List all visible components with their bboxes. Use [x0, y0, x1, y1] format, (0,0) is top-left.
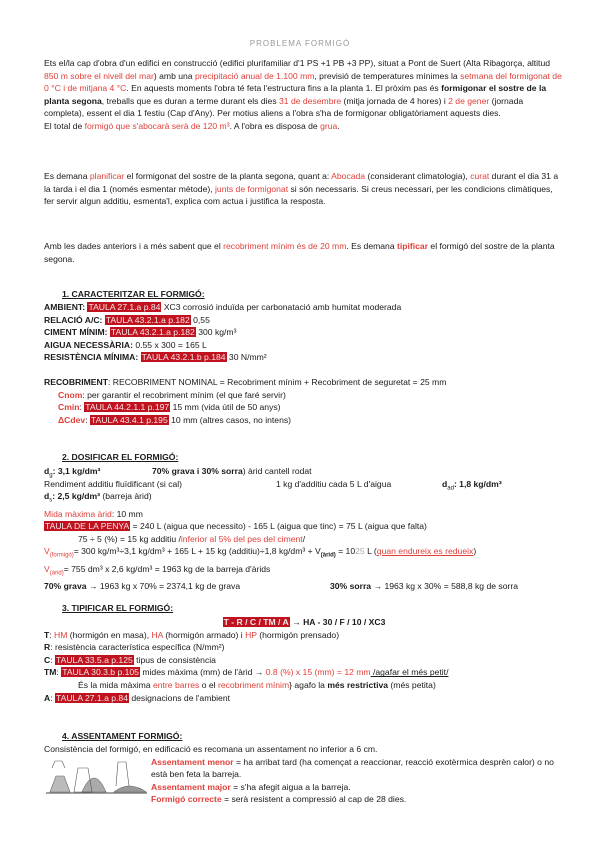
- intro-paragraph-2: [44, 170, 564, 208]
- rec-label: RECOBRIMENT: [44, 376, 108, 387]
- ambient-line: [44, 301, 564, 314]
- p2-run: curat: [470, 171, 490, 181]
- aigua-text: 0.55 x 300 = 165 L: [132, 339, 207, 350]
- additiu-note: inferior al 5% del pes del ciment: [180, 533, 303, 544]
- formula-tag: T - R / C / TM / A: [223, 617, 289, 627]
- rec-text: : RECOBRIMENT NOMINAL = Recobriment mínim + Recobriment de seguretat = 25 mm: [107, 376, 447, 387]
- c-text: tipus de consistència: [133, 654, 216, 665]
- slump-test-illustration: [44, 756, 149, 794]
- dad-sub: ad: [447, 485, 454, 492]
- section-4-body: [44, 743, 564, 814]
- r-line: [44, 641, 564, 654]
- va-sub: (àrid): [49, 570, 64, 577]
- p2-run: el formigonat del sostre de la planta segona, quant a:: [124, 171, 332, 181]
- vf-eq: = 10: [335, 546, 356, 557]
- additiu-calc: 75 ÷ 5 (%) = 15 kg additiu /: [78, 533, 181, 544]
- sorra-calc: → 1963 kg x 30% = 588,8 kg de sorra: [371, 580, 518, 591]
- ac-label: RELACIÓ A/C:: [44, 314, 103, 325]
- recobriment-line: [44, 376, 564, 389]
- t-hm: HM: [54, 629, 68, 640]
- major-line: [151, 781, 564, 794]
- dad-value: : 1,8 kg/dm³: [453, 478, 502, 489]
- tm-ref: TAULA 30.3.b p.105: [62, 667, 139, 678]
- section-4-heading: 4. ASSENTAMENT FORMIGÓ:: [62, 731, 183, 741]
- formula-line: [44, 616, 564, 629]
- aigua-label: AIGUA NECESSÀRIA:: [44, 339, 133, 350]
- ds-rest: (barreja àrid): [100, 491, 152, 502]
- vf-l: L (: [364, 546, 377, 557]
- t-sep: :: [49, 629, 55, 640]
- p1b-run: .: [337, 120, 340, 131]
- ds-value: : 2,5 kg/dm³: [52, 491, 101, 502]
- section-3-body: [44, 616, 564, 704]
- tm2-b: o el: [199, 679, 218, 690]
- ciment-text: 300 kg/m³: [195, 327, 237, 338]
- p2-run: planificar: [89, 171, 125, 181]
- penya-ref: TAULA DE LA PENYA: [45, 521, 130, 532]
- p3-run: tipificar: [397, 241, 429, 251]
- c-line: C: TAULA 33.5.a p.125 tipus de consistència: [44, 654, 216, 665]
- p3-run: recobriment mínim és de 20 mm: [223, 241, 347, 251]
- assentament-definitions: [151, 756, 564, 806]
- p3-run: Amb les dades anteriors i a més sabent que el: [44, 241, 224, 251]
- tm-calc: 0.8 (%) x 15 (mm) = 12 mm: [265, 667, 371, 678]
- tm2-r2: recobriment mínim: [217, 679, 290, 690]
- penya-line: [44, 520, 564, 533]
- t-label: T: [44, 629, 50, 640]
- aigua-line: [44, 339, 564, 352]
- p1-run: 2 de gener: [448, 95, 490, 106]
- tm2-line: [44, 679, 564, 692]
- section-3-heading: 3. TIPIFICAR EL FORMIGÓ:: [62, 603, 174, 613]
- tm2-c: } agafo la: [289, 679, 328, 690]
- formula-result: → HA - 30 / F / 10 / XC3: [289, 617, 386, 627]
- t-ha-desc: (hormigón armado) i: [162, 629, 246, 640]
- r-label: R: [44, 642, 51, 653]
- cdev-ref: TAULA 43.4.1 p.195: [90, 414, 168, 425]
- dg-sub: g: [49, 472, 53, 479]
- p2-run: (considerant climatologia),: [365, 171, 471, 181]
- ciment-ref: TAULA 43.2.1.a p.182: [110, 327, 195, 338]
- additiu-calc-line: [44, 533, 564, 546]
- menor-label: Assentament menor: [151, 756, 234, 767]
- grava-sorra-row: [44, 580, 564, 593]
- dg-row: [44, 465, 564, 478]
- vf-grey: 25: [355, 546, 365, 557]
- t-hp: HP: [245, 629, 257, 640]
- p1-run: , previsió de temperatures mínimes la: [314, 70, 461, 81]
- intro-text-1b: [44, 120, 564, 133]
- mida-text: : 10 mm: [111, 508, 143, 519]
- ds-sub: s: [49, 497, 53, 504]
- ambient-text: XC3 corrosió induïda per carbonatació amb humitat moderada: [161, 302, 402, 312]
- vf-note: quan endureix es redueix: [376, 546, 474, 557]
- vformigo-line: [44, 545, 564, 562]
- mida-line: [44, 508, 564, 521]
- dg-label: d: [44, 466, 50, 476]
- c-label: C: [44, 654, 51, 665]
- tm2-a: És la mida màxima: [78, 679, 153, 690]
- t-line: [44, 629, 564, 642]
- correcte-text: = serà resistent a compressió al cap de 28 dies.: [221, 794, 407, 805]
- additiu-end: /: [302, 533, 306, 544]
- additiu-row: [44, 478, 564, 491]
- assentament-intro: Consistència del formigó, en edificació es recomana un assentament no inferior a 6 cm.: [44, 744, 378, 754]
- cmin-label: Cmin: [58, 402, 80, 413]
- p1-run: (mitja jornada de 4 hores) i: [341, 95, 449, 106]
- cnom-label: Cnom: [58, 389, 83, 400]
- intro-text-3: [44, 240, 564, 265]
- p1b-run: grua: [320, 120, 338, 131]
- p1-run: ) amb una: [153, 70, 195, 81]
- section-2-heading: 2. DOSIFICAR EL FORMIGÓ:: [62, 452, 179, 462]
- t-hm-desc: (hormigón en masa),: [67, 629, 152, 640]
- p2-run: Abocada: [331, 171, 366, 181]
- tm-line: TM: TAULA 30.3.b p.105 mides màxima (mm) de l'àrid → 0.8 (%) x 15 (mm) = 12 mm /agafar el més petit/: [44, 667, 449, 678]
- p1-run: formigonar el sostre de la planta segona: [44, 83, 547, 106]
- intro-paragraph-1: [44, 57, 564, 133]
- section-1-body: [44, 301, 564, 426]
- cmin-line: Cmin: TAULA 44.2.1.1 p.197 15 mm (vida útil de 50 anys): [58, 402, 281, 413]
- res-ref: TAULA 43.2.1.b p.184: [141, 352, 226, 363]
- c-ref: TAULA 33.5.a p.125: [56, 654, 133, 665]
- a-label: A: [44, 692, 51, 703]
- grava-calc-label: 70% grava: [44, 580, 87, 591]
- p1b-run: formigó que s'abocarà serà de 120 m³: [84, 120, 230, 131]
- t-hp-desc: (hormigón prensado): [256, 629, 340, 640]
- cdev-line: ΔCdev: TAULA 43.4.1 p.195 10 mm (altres casos, no intens): [58, 414, 292, 425]
- ciment-line: [44, 326, 564, 339]
- tm-end: /agafar el més petit/: [370, 667, 449, 678]
- p1-run: Ets el/la cap d'obra d'un edifici en construcció (edifici plurifamiliar d'1 PS +1 PB +3 PP), situat a Pont de Suert (Alta Ribagorça, altitud: [44, 58, 551, 68]
- penya-text: = 240 L (aigua que necessito) - 165 L (aigua que tinc) = 75 L (aigua que falta): [130, 521, 427, 532]
- intro-paragraph-3: [44, 240, 564, 265]
- additiu-text: Rendiment additiu fluïdificant (si cal): [44, 478, 183, 489]
- ciment-label: CIMENT MÍNIM:: [44, 327, 108, 338]
- vf-text: = 300 kg/m³÷3,1 kg/dm³ + 165 L + 15 kg (additiu)÷1,8 kg/dm³ + V: [73, 546, 321, 557]
- p1-run: 31 de desembre: [279, 95, 342, 106]
- p1-run: setmana del formigonat de 0 °C i de mitjana 4 °C: [44, 70, 562, 94]
- mida-label: Mida màxima àrid: [44, 508, 112, 519]
- p1-run: precipitació anual de 1.100 mm: [194, 70, 315, 81]
- p2-run: durant el dia 31 a la tarda i el dia 1 (només esmentar mètode),: [44, 171, 559, 194]
- tm2-d: (més petita): [388, 679, 436, 690]
- res-label: RESISTÈNCIA MÍNIMA:: [44, 352, 139, 363]
- correcte-line: [151, 793, 564, 806]
- ds-label: d: [44, 491, 50, 502]
- dad-label: d: [442, 478, 448, 489]
- a-ref: TAULA 27.1.a p.84: [56, 692, 128, 703]
- vf-close: ): [473, 546, 477, 557]
- vf-sub: (formigó): [49, 553, 74, 559]
- grava-rest: ) àrid cantell rodat: [242, 466, 312, 476]
- vf-label: V: [44, 546, 50, 557]
- tm-text: mides màxima (mm) de l'àrid →: [139, 667, 266, 678]
- p2-run: Es demana: [44, 171, 90, 181]
- section-1-heading: 1. CARACTERITZAR EL FORMIGÓ:: [62, 289, 205, 299]
- intro-text-1: [44, 57, 564, 120]
- r-text: : resistència característica específica (N/mm²): [50, 642, 225, 653]
- p1b-run: . A l'obra es disposa de: [229, 120, 321, 131]
- cmin-text: 15 mm (vida útil de 50 anys): [170, 402, 281, 413]
- menor-text: = ha arribat tard (ha començat a reaccionar, reacció exotèrmica desprèn calor) o no està ben feta la barreja.: [151, 756, 554, 780]
- va-text: = 755 dm³ x 2,6 kg/dm³ = 1963 kg de la barreja d'àrids: [63, 563, 271, 574]
- p2-run: si són necessaris. Si creus necessari, per les condicions climàtiques, fer servir algun additiu, esmenta'l, explica com actua i justifica la resposta.: [44, 183, 553, 207]
- sorra-calc-label: 30% sorra: [330, 580, 372, 591]
- a-text: designacions de l'ambient: [128, 692, 230, 703]
- cmin-ref: TAULA 44.2.1.1 p.197: [85, 402, 170, 413]
- ac-ref: TAULA 43.2.1.a p.182: [105, 314, 190, 325]
- cdev-label: ΔCdev: [58, 414, 86, 425]
- tm-label: TM: [44, 667, 57, 678]
- grava-ratio: 70% grava i 30% sorra: [152, 466, 243, 476]
- p1-run: 850 m sobre el nivell del mar: [44, 70, 154, 81]
- ambient-label: AMBIENT:: [44, 302, 86, 312]
- major-text: = s'ha afegit aigua a la barreja.: [230, 781, 351, 792]
- p3-run: el formigó del sostre de la planta segona.: [44, 241, 555, 264]
- ac-line: [44, 314, 564, 327]
- tm2-bold: més restrictiva: [327, 679, 389, 690]
- assentament-block: [44, 756, 564, 814]
- cdev-text: 10 mm (altres casos, no intens): [168, 414, 292, 425]
- tm2-r1: entre barres: [152, 679, 200, 690]
- res-text: 30 N/mm²: [226, 352, 267, 363]
- a-line: A: TAULA 27.1.a p.84 designacions de l'ambient: [44, 692, 230, 703]
- t-ha: HA: [151, 629, 163, 640]
- menor-line: [151, 756, 564, 781]
- p3-run: . Es demana: [346, 241, 397, 251]
- correcte-label: Formigó correcte: [151, 794, 222, 805]
- resistencia-line: [44, 351, 564, 364]
- p2-run: junts de formigonat: [215, 183, 289, 194]
- additiu-rate: 1 kg d'additiu cada 5 L d'aigua: [276, 478, 392, 489]
- varid-line: [44, 563, 564, 580]
- vf-sub2: (àrid): [320, 553, 336, 559]
- p1b-run: El total de: [44, 120, 85, 131]
- ambient-ref: TAULA 27.1.a p.84: [88, 302, 161, 312]
- p1-run: , treballs que es duran a terme durant els dies: [101, 95, 280, 106]
- cnom-text: : per garantir el recobriment mínim (el que faré servir): [82, 389, 286, 400]
- va-label: V: [44, 563, 50, 574]
- section-2-body: [44, 465, 564, 593]
- grava-calc: → 1963 kg x 70% = 2374,1 kg de grava: [86, 580, 241, 591]
- ac-text: 0,55: [190, 314, 210, 325]
- intro-text-2: [44, 170, 564, 208]
- dg-value: : 3,1 kg/dm³: [52, 466, 101, 476]
- p1-run: . En aquests moments l'obra té feta l'estructura fins a la planta 1. El pròxim pas és: [126, 83, 442, 94]
- p1-run: (jornada completa), essent el dia 1 festiu (Cap d'Any). Per motius aliens a l'obra s'ha de formigonar obligatòriament aquests dies.: [44, 95, 524, 119]
- cnom-line: [44, 389, 564, 402]
- major-label: Assentament major: [151, 781, 231, 792]
- page-title: PROBLEMA FORMIGÓ: [249, 39, 351, 48]
